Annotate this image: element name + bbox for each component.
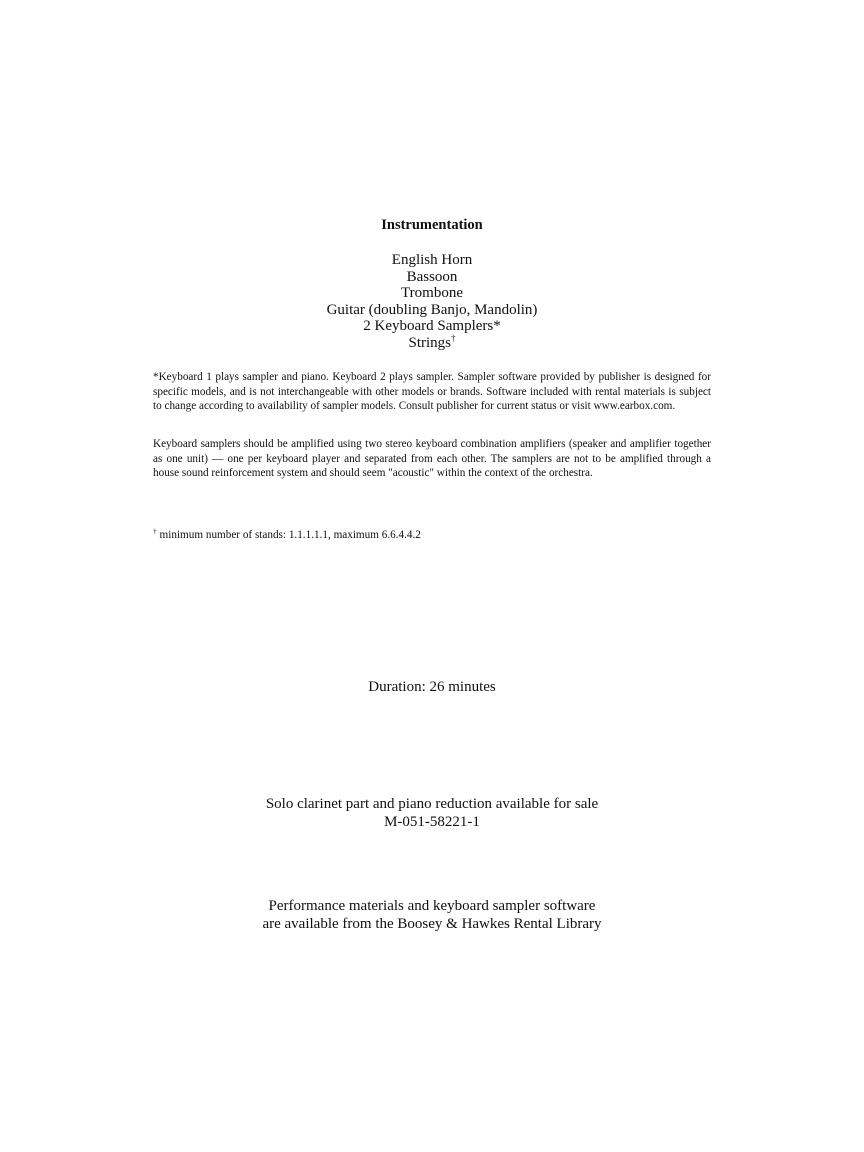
strings-footnote [153, 528, 421, 542]
rental-library-line: are available from the Boosey & Hawkes Rental Library [262, 915, 602, 932]
instrument-label: English Horn [391, 252, 473, 268]
dagger-mark: † [451, 332, 456, 343]
instrument-item [0, 252, 864, 269]
performance-materials [0, 898, 864, 933]
strings-footnote-text: minimum number of stands: 1.1.1.1.1, maximum 6.6.4.4.2 [156, 529, 421, 541]
solo-availability-line: Solo clarinet part and piano reduction available for sale [265, 796, 599, 812]
instrument-label: 2 Keyboard Samplers* [363, 318, 501, 335]
duration-text: Duration: 26 minutes [368, 679, 496, 695]
instrumentation-heading: Instrumentation [381, 217, 483, 233]
instrument-item [0, 318, 864, 335]
keyboard-note: *Keyboard 1 plays sampler and piano. Keyboard 2 plays sampler. Sampler software provided by publisher is designed for specific models, and is not interchangeable with other models or brands. Software included with rental materials is subject to change according to availability of sampler models. Consult publisher for current status or visit www.earbox.com. [153, 371, 711, 413]
instrument-label: Guitar (doubling Banjo, Mandolin) [326, 301, 538, 318]
instrument-item [0, 285, 864, 302]
instrument-item [0, 332, 864, 352]
solo-availability [0, 796, 864, 831]
catalog-number: M-051-58221-1 [384, 813, 480, 830]
dagger-mark: † [153, 526, 157, 536]
instrument-list [0, 252, 864, 352]
instrument-item [0, 302, 864, 319]
amplification-note: Keyboard samplers should be amplified using two stereo keyboard combination amplifiers (speaker and amplifier together as one unit) — one per keyboard player and separated from each other. The samplers are not to be amplified through a house sound reinforcement system and should seem "acoustic" within the context of the orchestra. [153, 438, 711, 480]
instrument-item [0, 269, 864, 286]
instrument-label: Bassoon [406, 268, 458, 285]
performance-materials-line: Performance materials and keyboard sampler software [268, 898, 596, 914]
instrument-label: Strings [408, 334, 451, 351]
instrument-label: Trombone [401, 285, 463, 302]
